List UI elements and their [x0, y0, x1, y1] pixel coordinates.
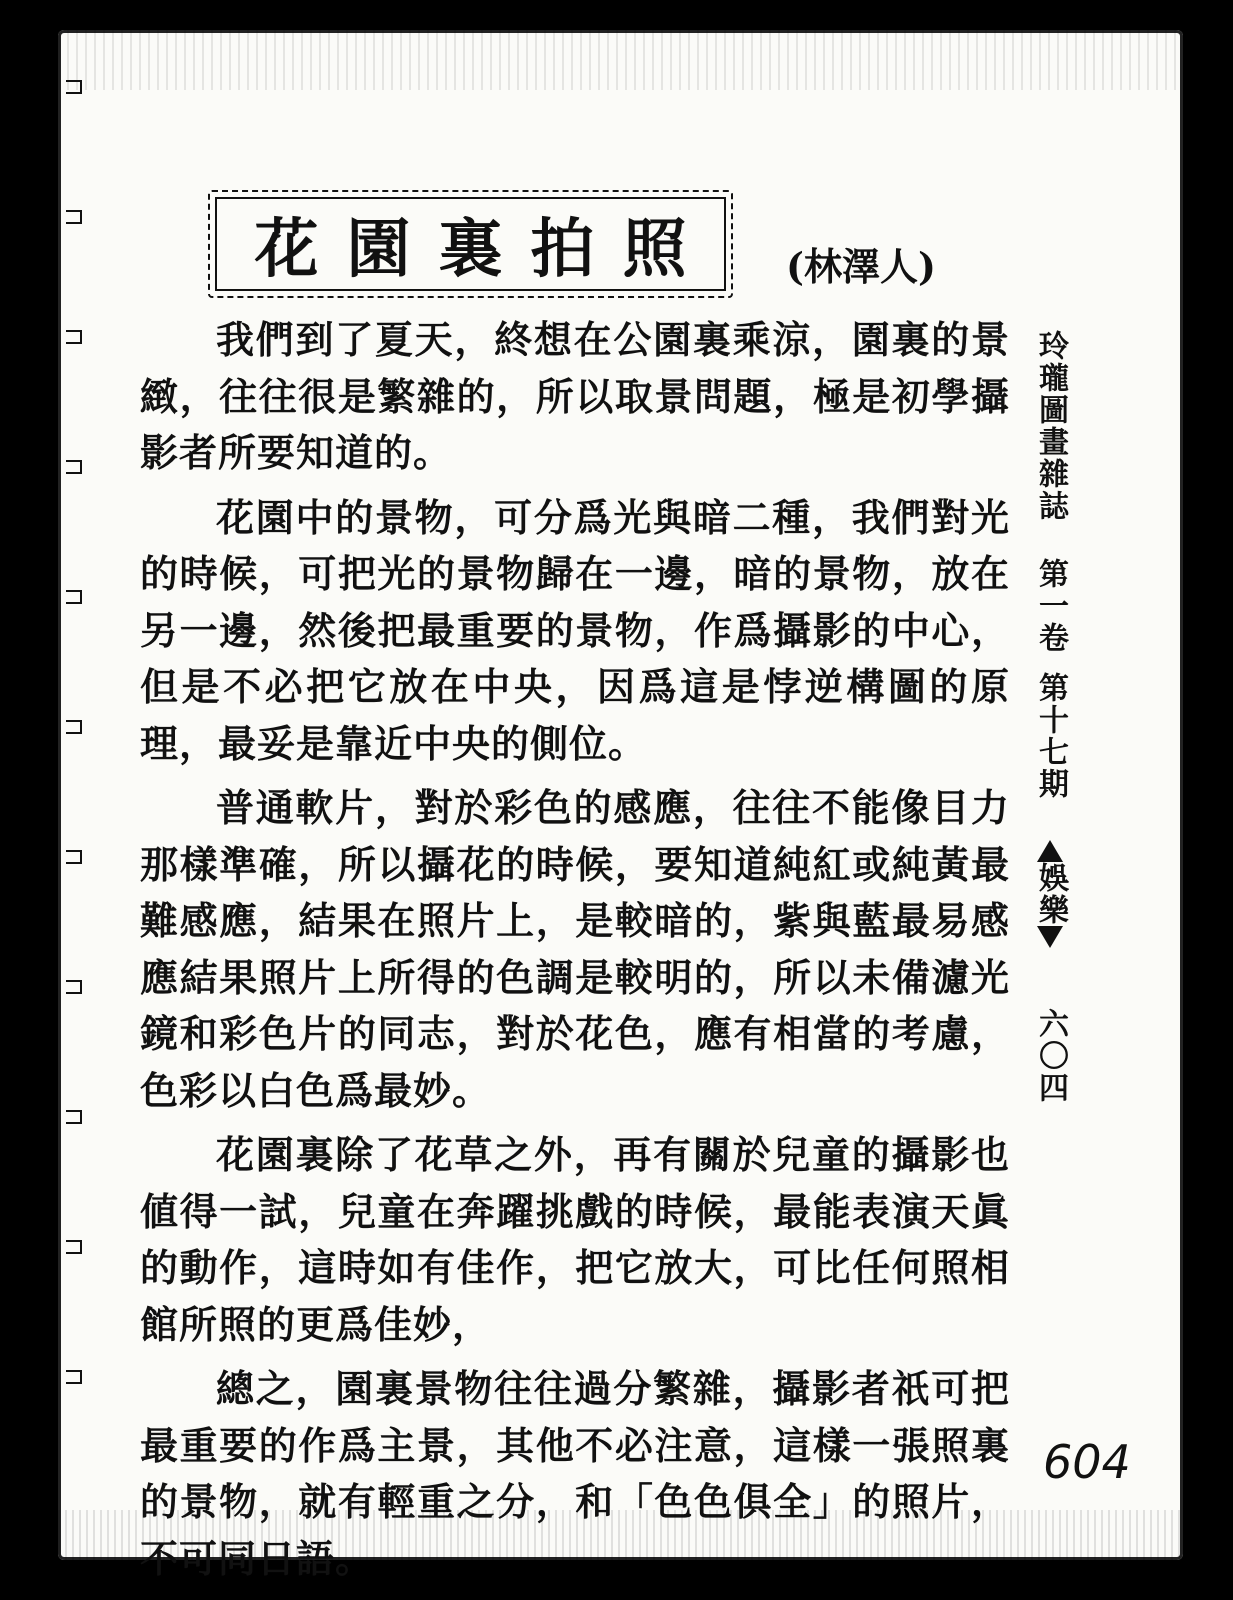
handwritten-page-number: 604 [1043, 1435, 1131, 1489]
binder-mark [66, 460, 82, 474]
binder-mark [66, 980, 82, 994]
issue-label: 第十七期 [1033, 672, 1068, 800]
magazine-title: 玲瓏圖畫雜誌 [1033, 330, 1068, 522]
binder-mark [66, 1370, 82, 1384]
triangle-up-icon [1037, 840, 1063, 862]
paragraph: 我們到了夏天，終想在公園裏乘涼，園裏的景緻，往往很是繁雜的，所以取景問題，極是初學攝影者所要知道的。 [140, 317, 1010, 475]
binder-mark [66, 1240, 82, 1254]
section-label: 娛樂 [1033, 862, 1068, 926]
article-author: (林澤人) [786, 244, 936, 289]
article-title: 花園裏拍照 [254, 212, 715, 287]
title-frame [208, 190, 733, 298]
binder-mark [66, 210, 82, 224]
section-marker [1028, 840, 1072, 948]
binder-mark [66, 1110, 82, 1124]
triangle-down-icon [1037, 926, 1063, 948]
page-sidebar [1020, 330, 1080, 1104]
page-number: 六〇四 [1033, 1008, 1068, 1104]
binder-mark [66, 850, 82, 864]
paragraph: 總之，園裏景物往往過分繁雜，攝影者祇可把最重要的作爲主景，其他不必注意，這樣一張照裏的景物，就有輕重之分，和「色色俱全」的照片，不可同日語。 [140, 1366, 1010, 1581]
binder-mark [66, 720, 82, 734]
paragraph: 普通軟片，對於彩色的感應，往往不能像目力那樣準確，所以攝花的時候，要知道純紅或純黃最難感應，結果在照片上，是較暗的，紫與藍最易感應結果照片上所得的色調是較明的，所以未備濾光鏡和彩色片的同志，對於花色，應有相當的考慮，色彩以白色爲最妙。 [140, 785, 1010, 1113]
volume-label: 第一卷 [1033, 558, 1068, 654]
binder-mark [66, 590, 82, 604]
binder-mark [66, 80, 82, 94]
paragraph: 花園裏除了花草之外，再有關於兒童的攝影也値得一試，兒童在奔躍挑戲的時候，最能表演天眞的動作，這時如有佳作，把它放大，可比任何照相館所照的更爲佳妙， [140, 1132, 1010, 1347]
scanned-page [58, 30, 1183, 1581]
article-body [140, 312, 1010, 1595]
binder-mark [66, 330, 82, 344]
paragraph: 花園中的景物，可分爲光與暗二種，我們對光的時候，可把光的景物歸在一邊，暗的景物，放在另一邊，然後把最重要的景物，作爲攝影的中心，但是不必把它放在中央，因爲這是悖逆構圖的原理，最妥是靠近中央的側位。 [140, 494, 1010, 766]
